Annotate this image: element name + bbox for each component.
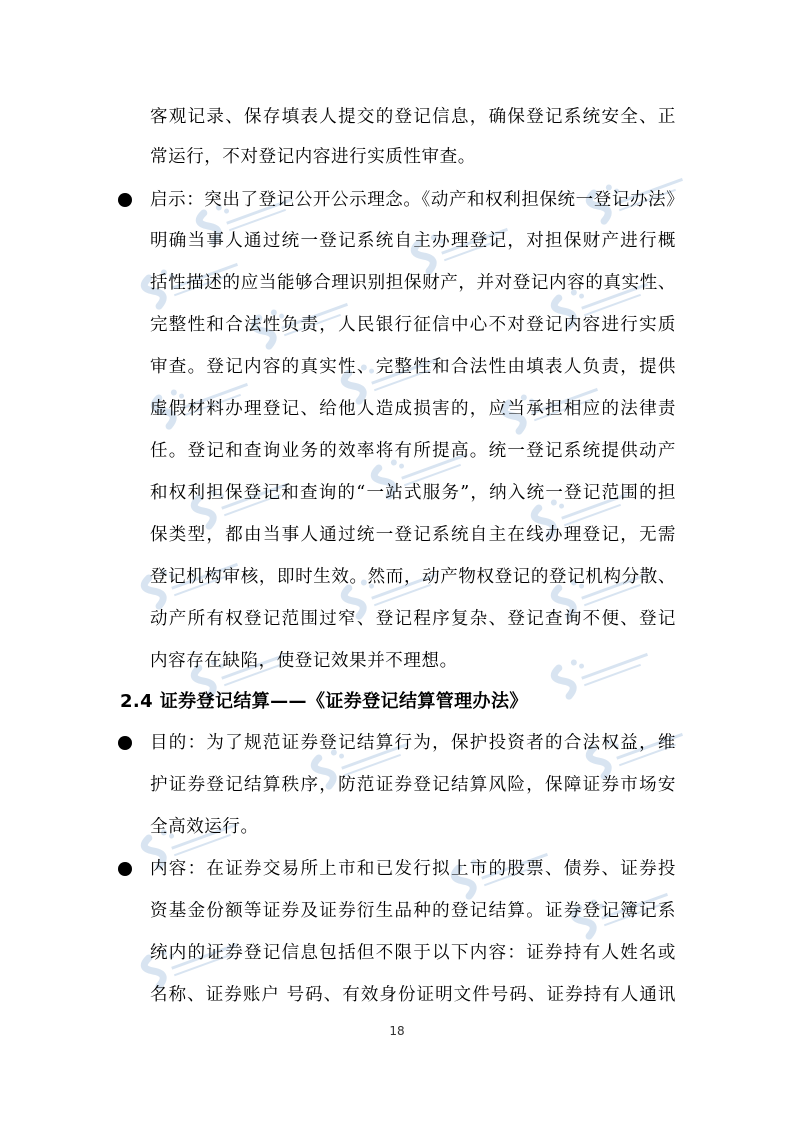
inspiration-line-5: 审查。登记内容的真实性、完整性和合法性由填表人负责，提供 — [150, 357, 676, 377]
bullet-dot-purpose — [118, 736, 132, 750]
purpose-line-3: 全高效运行。 — [150, 817, 259, 837]
inspiration-line-1: 启示：突出了登记公开公示理念。《动产和权利担保统一登记办法》 — [150, 190, 685, 210]
bullet-dot-content — [118, 862, 132, 876]
intro-line-1: 客观记录、保存填表人提交的登记信息，确保登记系统安全、正 — [150, 107, 676, 127]
inspiration-line-8: 和权利担保登记和查询的“一站式服务”，纳入统一登记范围的担 — [150, 483, 676, 503]
intro-line-2: 常运行，不对登记内容进行实质性审查。 — [150, 147, 476, 167]
content-line-4: 名称、证券账户 号码、有效身份证明文件号码、证券持有人通讯 — [150, 985, 676, 1005]
purpose-line-2: 护证券登记结算秩序，防范证券登记结算风险，保障证券市场安 — [150, 775, 676, 795]
inspiration-line-10: 登记机构审核，即时生效。然而，动产物权登记的登记机构分散、 — [150, 567, 676, 587]
section-heading: 2.4 证券登记结算——《证券登记结算管理办法》 — [120, 691, 528, 712]
page-number: 18 — [389, 1024, 405, 1038]
inspiration-line-11: 动产所有权登记范围过窄、登记程序复杂、登记查询不便、登记 — [150, 609, 676, 629]
inspiration-line-7: 任。登记和查询业务的效率将有所提高。统一登记系统提供动产 — [150, 441, 676, 461]
inspiration-line-6: 虚假材料办理登记、给他人造成损害的，应当承担相应的法律责 — [150, 399, 676, 419]
inspiration-line-12: 内容存在缺陷，使登记效果并不理想。 — [150, 651, 458, 671]
content-line-1: 内容：在证券交易所上市和已发行拟上市的股票、债券、证券投 — [150, 859, 676, 879]
content-line-3: 统内的证券登记信息包括但不限于以下内容：证券持有人姓名或 — [150, 943, 676, 963]
inspiration-line-3: 括性描述的应当能够合理识别担保财产，并对登记内容的真实性、 — [150, 273, 676, 293]
inspiration-line-4: 完整性和合法性负责，人民银行征信中心不对登记内容进行实质 — [150, 315, 676, 335]
inspiration-line-9: 保类型，都由当事人通过统一登记系统自主在线办理登记，无需 — [150, 525, 676, 545]
purpose-line-1: 目的：为了规范证券登记结算行为，保护投资者的合法权益，维 — [150, 733, 676, 753]
content-line-2: 资基金份额等证券及证券衍生品种的登记结算。证券登记簿记系 — [150, 901, 676, 921]
bullet-dot-inspiration — [118, 193, 132, 207]
inspiration-line-2: 明确当事人通过统一登记系统自主办理登记，对担保财产进行概 — [150, 231, 676, 251]
